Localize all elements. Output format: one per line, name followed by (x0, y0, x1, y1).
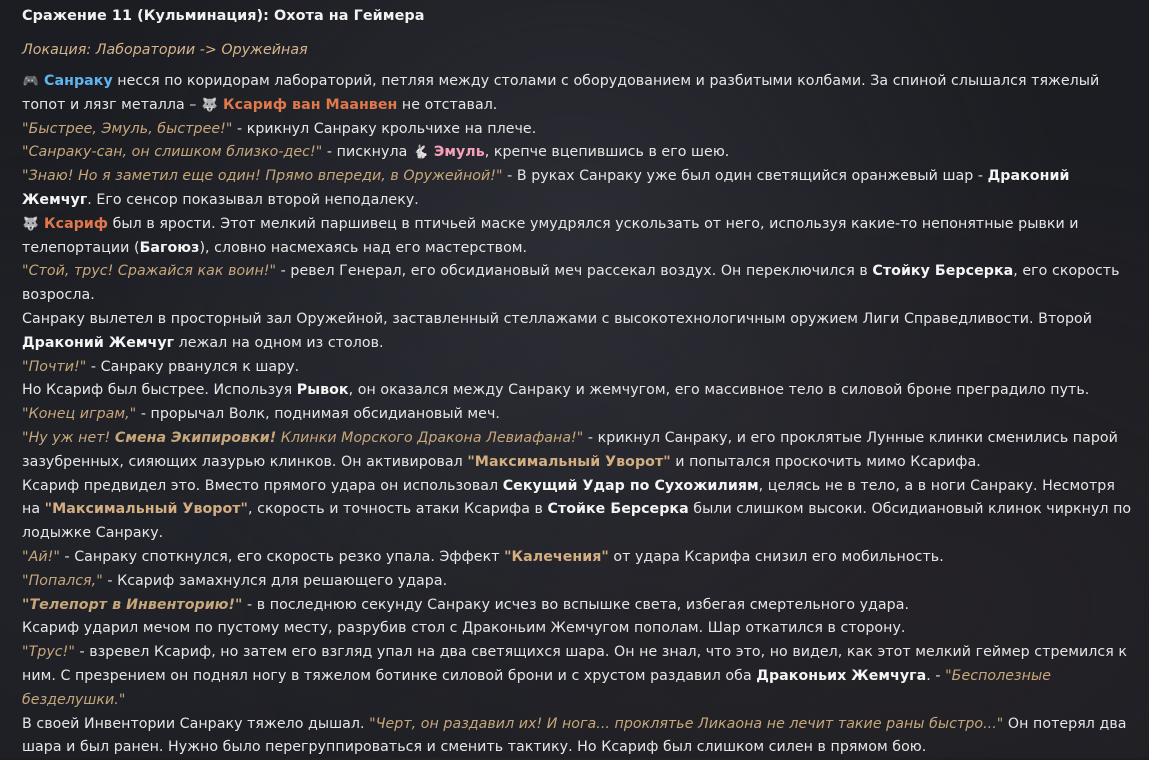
dialogue-quote: "Конец играм," (22, 406, 137, 423)
effect-name: "Максимальный Уворот" (467, 453, 671, 470)
paragraph (22, 308, 1132, 356)
chapter-title: Сражение 11 (Кульминация): Охота на Геймера (22, 8, 425, 24)
paragraph (22, 213, 1132, 261)
skill-name: Стойке Берсерка (547, 501, 689, 518)
dialogue-quote: "Бесполезные безделушки." (22, 667, 1051, 708)
paragraph (22, 165, 1132, 213)
dialogue-quote: "Санраку-сан, он слишком близко-дес!" (22, 144, 323, 161)
narration-text: не отставал. (397, 96, 498, 113)
narration-text: В своей Инвентории Санраку тяжело дышал. (22, 715, 370, 732)
narration-text: - крикнул Санраку, и его проклятые Лунные клинки сменились парой зазубренных, сияющих лазурью клинков. Он активировал (22, 429, 1118, 470)
paragraph (22, 546, 1132, 570)
paragraph (22, 379, 1132, 403)
narration-text: - взревел Ксариф, но затем его взгляд упал на два светящихся шара. Он не знал, что это, но видел, как этот мелкий геймер стремился к ним. С презрением он поднял ногу в тяжелом ботинке силовой брони и с хрустом раздавил оба (22, 644, 1128, 684)
story-document (22, 3, 1132, 760)
narration-text: - В руках Санраку уже был один светящийся оранжевый шар - (502, 168, 988, 185)
skill-name: Стойку Берсерка (872, 263, 1014, 280)
dialogue-quote: "Трус!" (22, 644, 75, 661)
narration-text: - Санраку рванулся к шару. (86, 358, 300, 375)
narration-text: , скорость и точность атаки Ксарифа в (247, 501, 548, 518)
dialogue-quote: "Стой, трус! Сражайся как воин!" (22, 263, 277, 280)
narration-text: , целясь не в тело, а в ноги Санраку. Несмотря на (22, 477, 1115, 518)
story-body (22, 70, 1132, 760)
paragraph (22, 641, 1132, 712)
dialogue-quote: "Знаю! Но я заметил еще один! Прямо впереди, в Оружейной!" (22, 168, 503, 185)
character-name-emul: Эмуль (433, 144, 485, 161)
item-name: Драконий Жемчуг (22, 334, 175, 351)
paragraph (22, 475, 1132, 546)
dialogue-quote: "Быстрее, Эмуль, быстрее!" (22, 120, 233, 137)
skill-name: Багоюз (139, 239, 200, 256)
rabbit-icon: 🐇 (412, 145, 430, 161)
narration-text: - в последнюю секунду Санраку исчез во вспышке света, избегая смертельного удара. (242, 596, 910, 613)
narration-text: - ревел Генерал, его обсидиановый меч рассекал воздух. Он переключился в (276, 263, 873, 280)
narration-text: был в ярости. Этот мелкий паршивец в птичьей маске умудрялся ускользать от него, используя какие-то непонятные рывки и телепортации ( (22, 215, 1079, 256)
character-name-sanraku: Санраку (44, 73, 113, 89)
gamepad-icon: 🎮 (22, 74, 40, 89)
narration-text: Санраку вылетел в просторный зал Оружейной, заставленный стеллажами с высокотехнологичным оружием Лиги Справедливости. Второй (22, 310, 1093, 327)
paragraph (22, 70, 1132, 118)
wolf-icon: 🐺 (201, 97, 219, 113)
dialogue-skill-name: "Телепорт в Инвенторию!" (22, 596, 243, 613)
narration-text: Но Ксариф был быстрее. Используя (22, 382, 297, 399)
narration-text: - пискнула (322, 144, 412, 161)
paragraph (22, 594, 1132, 618)
paragraph (22, 713, 1132, 760)
narration-text: , он оказался между Санраку и жемчугом, его массивное тело в силовой броне преградило путь. (348, 382, 1090, 399)
narration-text: - крикнул Санраку крольчихе на плече. (232, 120, 537, 137)
dialogue-quote: "Ай!" (22, 548, 60, 565)
narration-text: - Санраку споткнулся, его скорость резко упала. Эффект (59, 548, 505, 565)
paragraph (22, 427, 1132, 475)
skill-name: Рывок (296, 382, 349, 399)
narration-text: , его скорость возросла. (22, 263, 1120, 304)
narration-text: . - (926, 667, 946, 684)
narration-text: Он потерял два шара и был ранен. Нужно было перегруппироваться и сменить тактику. Но Ксариф был слишком силен в прямом бою. (22, 715, 1127, 756)
effect-name: "Калечения" (504, 548, 609, 565)
narration-text: - Ксариф замахнулся для решающего удара. (102, 572, 448, 589)
item-name: Драконьих Жемчуга (756, 667, 927, 684)
narration-text: , крепче вцепившись в его шею. (484, 144, 730, 161)
dialogue-quote: Клинки Морского Дракона Левиафана!" (276, 429, 584, 446)
effect-name: "Максимальный Уворот" (44, 501, 248, 518)
paragraph (22, 141, 1132, 165)
narration-text: лежал на одном из столов. (174, 334, 384, 351)
paragraph (22, 403, 1132, 427)
paragraph (22, 570, 1132, 594)
character-name-ksarif: Ксариф (44, 215, 109, 232)
paragraph (22, 356, 1132, 380)
narration-text: и попытался проскочить мимо Ксарифа. (670, 453, 981, 470)
location-line: Локация: Лаборатории -> Оружейная (22, 42, 308, 58)
narration-text: Ксариф предвидел это. Вместо прямого удара он использовал (22, 477, 503, 494)
narration-text: ), словно насмехаясь над его мастерством. (199, 239, 528, 256)
item-name: Драконий Жемчуг (22, 168, 1070, 208)
narration-text: несся по коридорам лабораторий, петляя между столами с оборудованием и разбитыми колбами. За спиной слышался тяжелый топот и лязг металла – (22, 73, 1100, 113)
narration-text: . Его сенсор показывал второй неподалеку. (87, 191, 419, 208)
character-name-ksarif: Ксариф ван Маанвен (223, 96, 398, 113)
narration-text: - прорычал Волк, поднимая обсидиановый меч. (136, 406, 500, 423)
dialogue-quote: "Ну уж нет! (22, 429, 115, 446)
dialogue-quote: "Попался," (22, 572, 103, 589)
dialogue-skill-name: Смена Экипировки! (114, 429, 277, 446)
dialogue-quote: "Почти!" (22, 358, 87, 375)
narration-text: Ксариф ударил мечом по пустому месту, разрубив стол с Драконьим Жемчугом пополам. Шар откатился в сторону. (22, 620, 906, 637)
paragraph (22, 617, 1132, 641)
narration-text: были слишком высоки. Обсидиановый клинок чиркнул по лодыжке Санраку. (22, 501, 1132, 542)
skill-name: Секущий Удар по Сухожилиям (502, 477, 759, 494)
paragraph (22, 118, 1132, 142)
narration-text: от удара Ксарифа снизил его мобильность. (608, 548, 944, 565)
paragraph (22, 260, 1132, 308)
wolf-icon: 🐺 (22, 216, 40, 232)
dialogue-quote: "Черт, он раздавил их! И нога... проклятье Ликаона не лечит такие раны быстро..." (369, 715, 1004, 732)
